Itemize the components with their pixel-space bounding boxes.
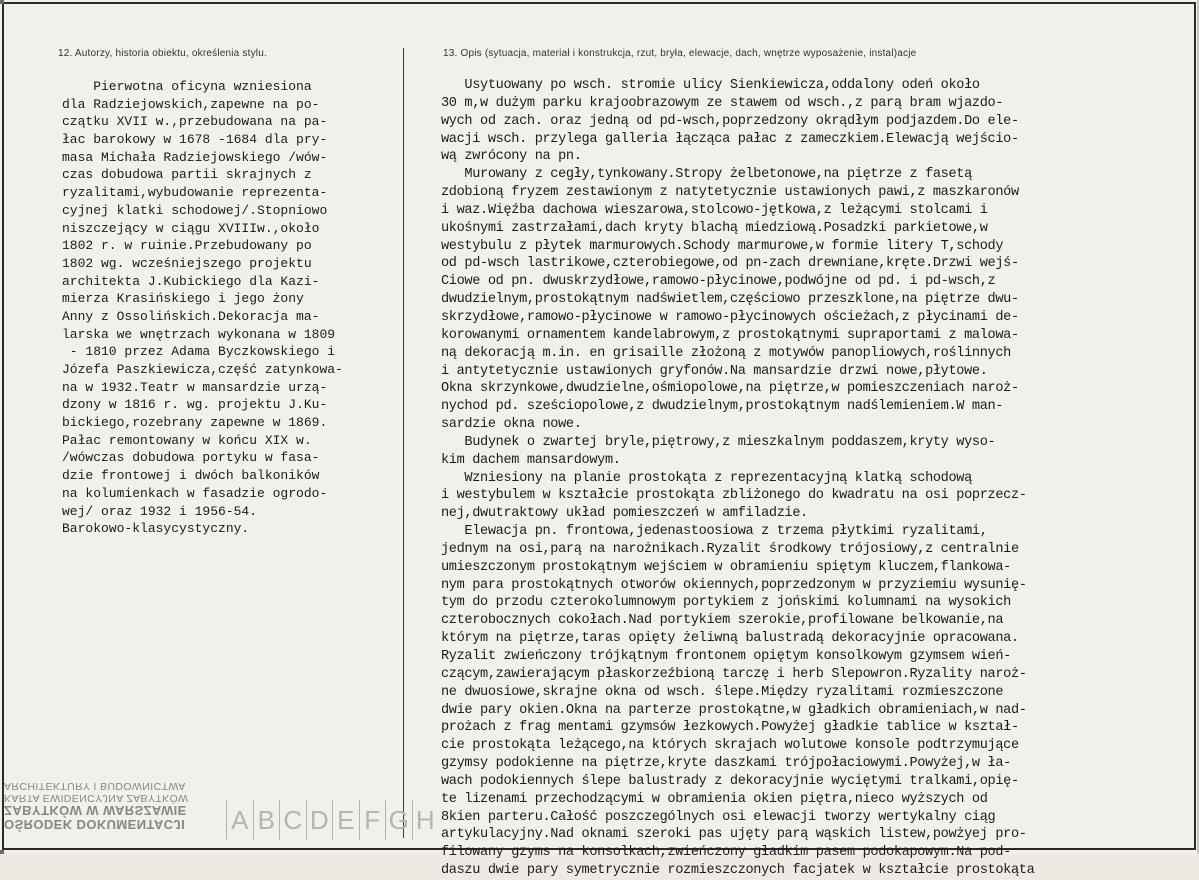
description-line: 30 m,w dużym parku krajoobrazowym ze stawem od wsch.,z parą bram wjazdo- xyxy=(441,95,1004,111)
history-line: Józefa Paszkiewicza,część zatynkowa- xyxy=(62,362,343,377)
history-line: 1802 wg. wcześniejszego projektu xyxy=(62,255,312,271)
history-line: larska we wnętrzach wykonana w 1809 xyxy=(62,326,336,342)
stamp-line: KARTA EWIDENCYJNA ZABYTKÓW xyxy=(4,792,189,804)
description-line: czącym,zawierającym płaskorzeźbioną tarczę i herb Slepowron.Ryzality naroż- xyxy=(441,666,1027,682)
description-line: zdobioną fryzem zestawionym z natytetycznie ustawionych pawi,z maszkaronów xyxy=(441,185,1019,201)
description-line: korowanymi ornamentem kandelabrowym,z prostokątnymi supraportami z malowa- xyxy=(441,327,1019,343)
history-line: na w 1932.Teatr w mansardzie urzą- xyxy=(62,379,328,395)
description-line: Ryzalit zwieńczony trójkątnym frontonem opiętym konsolkowym gzymsem wień- xyxy=(441,649,1011,664)
description-line: kim dachem mansardowym. xyxy=(441,452,621,468)
description-line: którym na piętrze,taras opięty żeliwną balustradą dekoracyjnie opracowana. xyxy=(441,631,1019,647)
description-line: czterobocznych cokołach.Nad portykiem szerokie,profilowane belkowanie,na xyxy=(441,613,1004,629)
archive-stamp xyxy=(4,780,226,831)
corner-mark-bottom xyxy=(0,850,4,854)
history-line: wej/ oraz 1932 i 1956-54. xyxy=(62,503,258,519)
description-line: sardzie okna nowe. xyxy=(441,417,582,433)
index-letter: E xyxy=(332,800,359,840)
history-line: dla Radziejowskich,zapewne na po- xyxy=(62,96,320,112)
history-line: Pierwotna oficyna wzniesiona xyxy=(62,79,312,94)
description-line: nychod pd. sześciopolowe,z dwudzielnym,prostokątnym nadślemieniem.W man- xyxy=(441,399,1004,415)
description-line: wą zwrócony na pn. xyxy=(441,149,582,165)
description-line: umieszczonym prostokątnym wejściem w obramieniu spiętym kluczem,flankowa- xyxy=(441,559,1011,575)
description-line: jednym na osi,parą na narożnikach.Ryzalit środkowy trójosiowy,z centralnie xyxy=(441,541,1019,557)
description-line: ne dwuosiowe,skrajne okna od wsch. ślepe.Między ryzalitami rozmieszczone xyxy=(441,684,1004,700)
description-line: od pd-wsch lastrikowe,czterobiegowe,od pn-zach drewniane,kręte.Drzwi wejś- xyxy=(441,256,1019,272)
description-line: tym do przodu czterokolumnowym portykiem z jońskimi kolumnami na wysokich xyxy=(441,595,1011,611)
description-line: i waz.Więźba dachowa wieszarowa,stolcowo-jętkowa,z leżącymi stolcami i xyxy=(441,202,988,218)
history-line: czas dobudowa partii skrajnych z xyxy=(62,167,312,183)
description-line: nym para prostokątnych otworów okiennych,poprzedzonym w przyziemiu wysunię- xyxy=(441,577,1027,593)
corner-mark-top xyxy=(0,0,4,4)
description-text xyxy=(441,77,1186,880)
history-line: ryzalitami,wybudowanie reprezenta- xyxy=(62,185,328,201)
index-letter: G xyxy=(385,800,412,840)
index-letter: F xyxy=(359,800,386,840)
description-line: cie prostokąta leżącego,na których skrajach wolutowe konsole podtrzymujące xyxy=(441,738,1019,754)
stamp-line: OŚRODEK DOKUMENTACJI xyxy=(4,817,186,832)
section-12-header: 12. Autorzy, historia obiektu, określenia stylu. xyxy=(58,48,267,59)
description-line: wach podokiennych ślepe balustrady z dekoracyjnie wyciętymi tralkami,opię- xyxy=(441,773,1019,789)
description-line: westybulu z płytek marmurowych.Schody marmurowe,w formie litery T,schody xyxy=(441,238,1004,254)
index-letter: H xyxy=(412,800,439,840)
description-line: ną dekoracją m.in. en grisaille złożoną z motywów panopliowych,roślinnych xyxy=(441,345,1011,361)
description-line: wych od zach. oraz jedną od pd-wsch,poprzedzony okrądłym podjazdem.Do ele- xyxy=(441,113,1019,129)
description-line: prożach z frag mentami gzymsów łezkowych.Powyżej gładkie tablice w kształ- xyxy=(441,720,1019,736)
description-line: nej,dwutraktowy układ pomieszczeń w amfiladzie. xyxy=(441,506,808,522)
history-line: - 1810 przez Adama Byczkowskiego i xyxy=(62,344,336,360)
history-line: 1802 r. w ruinie.Przebudowany po xyxy=(62,238,312,254)
description-line: ukośnymi zastrzałami,dach kryty blachą miedziową.Posadzki parkietowe,w xyxy=(441,220,988,236)
history-line: bickiego,rozebrany zapewne w 1869. xyxy=(62,415,328,431)
history-line: mierza Krasińskiego i jego żony xyxy=(62,291,304,307)
history-text xyxy=(62,78,397,538)
history-line: czątku XVII w.,przebudowana na pa- xyxy=(62,114,328,130)
description-line: 8kien parteru.Całość poszczególnych osi elewacji tworzy wertykalny ciąg xyxy=(441,809,996,825)
description-line: i westybulem w kształcie prostokąta zbliżonego do kwadratu na osi poprzecz- xyxy=(441,488,1027,504)
description-line: wacji wsch. przylega galleria łącząca pałac z zameczkiem.Elewacją wejścio- xyxy=(441,131,1019,147)
history-line: dzie frontowej i dwóch balkoników xyxy=(62,468,320,484)
description-line: Okna skrzynkowe,dwudzielne,ośmiopolowe,na piętrze,w pomieszczeniach naroż- xyxy=(441,381,1019,397)
column-divider xyxy=(403,48,404,838)
description-line: skrzydłowe,ramowo-płycinowe w ramowo-płycinowych ościeżach,z płycinami de- xyxy=(441,309,1019,325)
history-line: cyjnej klatki schodowej/.Stopniowo xyxy=(62,202,328,218)
description-line: gzymsy podokienne na piętrze,kryte daszkami trójpołaciowymi.Powyżej,w ła- xyxy=(441,756,1011,772)
history-line: masa Michała Radziejowskiego /wów- xyxy=(62,149,328,165)
index-letter: A xyxy=(226,800,253,840)
description-line: dwie pary okien.Okna na parterze prostokątne,w gładkich obramieniach,w nad- xyxy=(441,702,1027,718)
index-letter: C xyxy=(279,800,306,840)
description-line: Budynek o zwartej bryle,piętrowy,z mieszkalnym poddaszem,kryty wyso- xyxy=(441,434,996,450)
description-line: Elewacja pn. frontowa,jedenastoosiowa z trzema płytkimi ryzalitami, xyxy=(441,524,988,540)
history-line: na kolumienkach w fasadzie ogrodo- xyxy=(62,485,328,501)
description-line: Usytuowany po wsch. stromie ulicy Sienkiewicza,oddalony odeń około xyxy=(441,78,980,93)
history-line: dzony w 1816 r. wg. projektu J.Ku- xyxy=(62,397,328,413)
section-13-header: 13. Opis (sytuacja, materiał i konstrukcja, rzut, bryła, elewacje, dach, wnętrze wyposażenie, instal)acje xyxy=(443,48,917,59)
description-line: filowany gzyms na konsolkach,zwieńczony gładkim pasem podokapowym.Na pod- xyxy=(441,845,1011,861)
description-line: Ciowe od pn. dwuskrzydłowe,ramowo-płycinowe,podwójne od pd. i pd-wsch,z xyxy=(441,274,996,290)
history-line: /wówczas dobudowa portyku w fasa- xyxy=(62,450,320,466)
index-letters xyxy=(226,800,438,840)
stamp-line: ARCHITEKTURY I BUDOWNICTWA xyxy=(4,780,186,793)
history-line: architekta J.Kubickiego dla Kazi- xyxy=(62,273,320,289)
history-line: Barokowo-klasycystyczny. xyxy=(62,521,250,537)
description-line: Murowany z cegły,tynkowany.Stropy żelbetonowe,na piętrze z fasetą xyxy=(441,167,972,183)
description-line: dwudzielnym,prostokątnym nadświetlem,częściowo przeszklone,na piętrze dwu- xyxy=(441,292,1019,308)
description-line: i antytetycznie ustawionych gryfonów.Na mansardzie drzwi nowe,płytowe. xyxy=(441,363,988,379)
history-line: Anny z Ossolińskich.Dekoracja ma- xyxy=(62,308,320,324)
index-letter: D xyxy=(306,800,333,840)
history-line: łac barokowy w 1678 -1684 dla pry- xyxy=(62,132,328,148)
description-line: artykulacyjny.Nad oknami szeroki pas ujęty parą wąskich listew,powżyej pro- xyxy=(441,827,1027,843)
description-line: daszu dwie pary symetrycznie rozmieszczonych facjatek w kształcie prostokąta xyxy=(441,863,1035,879)
history-line: niszczejący w ciągu XVIIIw.,około xyxy=(62,220,320,236)
history-line: Pałac remontowany w końcu XIX w. xyxy=(62,432,312,448)
stamp-line: ZABYTKÓW W WARSZAWIE xyxy=(4,803,187,818)
description-line: Wzniesiony na planie prostokąta z reprezentacyjną klatką schodową xyxy=(441,470,972,486)
description-line: te lizenami przechodzącymi w obramienia okien piętra,nieco wyższych od xyxy=(441,791,988,807)
index-letter: B xyxy=(253,800,280,840)
